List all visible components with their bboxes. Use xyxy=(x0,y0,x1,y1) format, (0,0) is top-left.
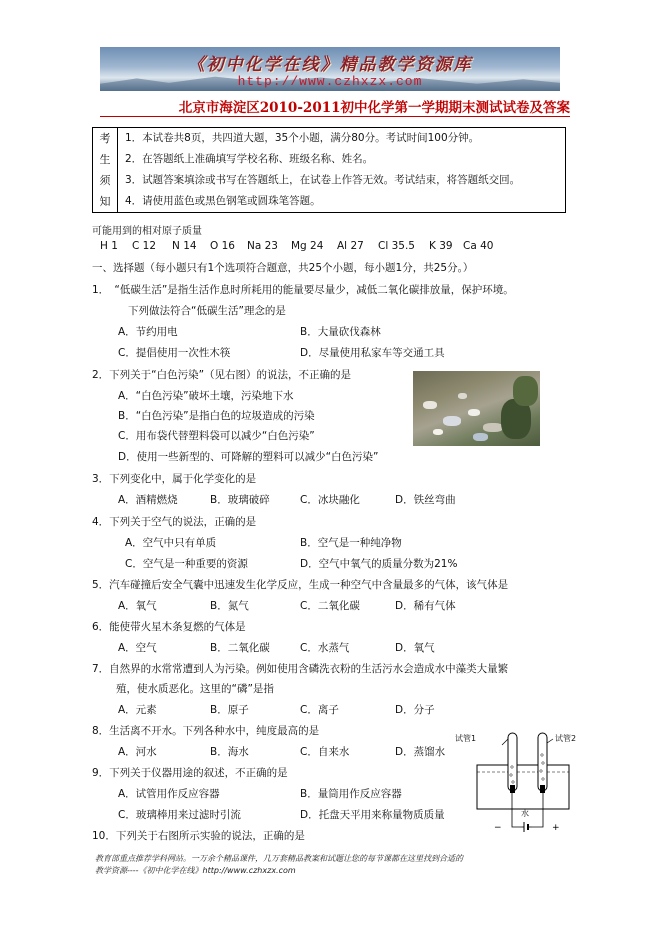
question-8-option-c[interactable]: C．自来水 xyxy=(300,746,350,758)
question-5-option-d[interactable]: D．稀有气体 xyxy=(395,600,456,612)
question-6-option-a[interactable]: A．空气 xyxy=(118,642,157,654)
atomic-mass: Al 27 xyxy=(337,240,364,252)
question-5-option-b[interactable]: B．氮气 xyxy=(210,600,249,612)
question-7-stem: 7．自然界的水常常遭到人为污染。例如使用含磷洗衣粉的生活污水会造成水中藻类大量繁 xyxy=(92,663,509,675)
notice-items xyxy=(125,128,561,212)
question-2-option-d[interactable]: D．使用一些新型的、可降解的塑料可以减少“白色污染” xyxy=(118,451,379,463)
electrolysis-apparatus-diagram xyxy=(452,727,577,847)
question-9-option-b[interactable]: B．量筒用作反应容器 xyxy=(300,788,402,800)
notice-item: 3．试题答案填涂或书写在答题纸上，在试卷上作答无效。考试结束，将答题纸交回。 xyxy=(125,174,521,186)
notice-label-char: 考 xyxy=(99,132,111,145)
question-8-option-d[interactable]: D．蒸馏水 xyxy=(395,746,446,758)
atomic-mass: N 14 xyxy=(172,240,197,252)
exam-notice-box xyxy=(92,127,566,213)
white-pollution-photo xyxy=(413,371,540,446)
question-10-stem: 10．下列关于右图所示实验的说法，正确的是 xyxy=(92,830,305,842)
apparatus-label-tube1: 试管1 xyxy=(455,734,477,743)
question-4-option-d[interactable]: D．空气中氧气的质量分数为21% xyxy=(300,558,458,570)
question-9-option-c[interactable]: C．玻璃棒用来过滤时引流 xyxy=(118,809,241,821)
svg-text:+: + xyxy=(552,823,560,833)
question-2-stem: 2．下列关于“白色污染”（见右图）的说法，不正确的是 xyxy=(92,369,352,381)
question-2-option-b[interactable]: B．“白色污染”是指白色的垃圾造成的污染 xyxy=(118,410,315,422)
question-6-stem: 6．能使带火星木条复燃的气体是 xyxy=(92,621,246,633)
section-heading: 一、选择题（每小题只有1个选项符合题意，共25个小题，每小题1分，共25分。） xyxy=(92,262,474,274)
footer-line-1: 教育部重点推荐学科网站。一万余个精品课件，几万套精品教案和试题让您的每节课都在这里找到合适的 xyxy=(95,854,463,863)
atomic-mass: H 1 xyxy=(100,240,118,252)
question-9-option-d[interactable]: D．托盘天平用来称量物质质量 xyxy=(300,809,445,821)
question-3-option-a[interactable]: A．酒精燃烧 xyxy=(118,494,178,506)
notice-label-char: 知 xyxy=(99,195,111,208)
question-5-option-c[interactable]: C．二氧化碳 xyxy=(300,600,360,612)
question-4-option-a[interactable]: A．空气中只有单质 xyxy=(125,537,217,549)
title-divider xyxy=(100,116,570,117)
atomic-mass: C 12 xyxy=(132,240,157,252)
notice-label-char: 生 xyxy=(99,153,111,166)
header-banner xyxy=(100,47,560,91)
footer-line-2: 教学资源----《初中化学在线》http://www.czhxzx.com xyxy=(95,866,296,875)
notice-label xyxy=(93,128,118,212)
question-2-option-a[interactable]: A．“白色污染”破坏土壤，污染地下水 xyxy=(118,390,294,402)
question-1-stem: 1． “低碳生活”是指生活作息时所耗用的能量要尽量少，减低二氧化碳排放量，保护环境。 xyxy=(92,284,514,296)
question-9-option-a[interactable]: A．试管用作反应容器 xyxy=(118,788,220,800)
question-7-option-c[interactable]: C．离子 xyxy=(300,704,339,716)
question-1-stem-cont: 下列做法符合“低碳生活”理念的是 xyxy=(128,305,286,317)
atomic-mass: O 16 xyxy=(210,240,235,252)
question-9-stem: 9．下列关于仪器用途的叙述，不正确的是 xyxy=(92,767,288,779)
question-1-option-b[interactable]: B．大量砍伐森林 xyxy=(300,326,381,338)
question-2-option-c[interactable]: C．用布袋代替塑料袋可以减少“白色污染” xyxy=(118,430,315,442)
atomic-mass: Cl 35.5 xyxy=(378,240,415,252)
banner-title: 《初中化学在线》精品教学资源库 xyxy=(187,55,473,75)
atomic-mass: Mg 24 xyxy=(291,240,324,252)
question-4-stem: 4．下列关于空气的说法，正确的是 xyxy=(92,516,257,528)
notice-item: 2．在答题纸上准确填写学校名称、班级名称、姓名。 xyxy=(125,153,374,165)
question-3-option-b[interactable]: B．玻璃破碎 xyxy=(210,494,270,506)
question-3-stem: 3．下列变化中，属于化学变化的是 xyxy=(92,473,257,485)
atomic-mass: Ca 40 xyxy=(463,240,494,252)
atomic-mass: Na 23 xyxy=(247,240,278,252)
question-3-option-d[interactable]: D．铁丝弯曲 xyxy=(395,494,456,506)
atomic-mass: K 39 xyxy=(429,240,453,252)
question-3-option-c[interactable]: C．冰块融化 xyxy=(300,494,360,506)
svg-text:−: − xyxy=(494,823,502,833)
question-6-option-d[interactable]: D．氧气 xyxy=(395,642,435,654)
question-6-option-c[interactable]: C．水蒸气 xyxy=(300,642,350,654)
question-8-stem: 8．生活离不开水。下列各种水中，纯度最高的是 xyxy=(92,725,320,737)
notice-item: 1．本试卷共8页，共四道大题，35个小题，满分80分。考试时间100分钟。 xyxy=(125,132,480,144)
document-title: 北京市海淀区2010-2011初中化学第一学期期末测试试卷及答案 xyxy=(178,100,570,116)
question-6-option-b[interactable]: B．二氧化碳 xyxy=(210,642,270,654)
question-7-option-b[interactable]: B．原子 xyxy=(210,704,249,716)
question-1-option-c[interactable]: C．提倡使用一次性木筷 xyxy=(118,347,231,359)
question-7-stem-cont: 殖，使水质恶化。这里的“磷”是指 xyxy=(116,683,274,695)
apparatus-label-water: 水 xyxy=(521,809,529,818)
question-7-option-a[interactable]: A．元素 xyxy=(118,704,157,716)
question-4-option-b[interactable]: B．空气是一种纯净物 xyxy=(300,537,402,549)
question-8-option-b[interactable]: B．海水 xyxy=(210,746,249,758)
question-8-option-a[interactable]: A．河水 xyxy=(118,746,157,758)
notice-label-char: 须 xyxy=(99,174,111,187)
question-1-option-a[interactable]: A．节约用电 xyxy=(118,326,178,338)
question-7-option-d[interactable]: D．分子 xyxy=(395,704,435,716)
question-4-option-c[interactable]: C．空气是一种重要的资源 xyxy=(125,558,248,570)
apparatus-label-tube2: 试管2 xyxy=(555,734,577,743)
notice-item: 4．请使用蓝色或黑色钢笔或圆珠笔答题。 xyxy=(125,195,321,207)
question-5-option-a[interactable]: A．氧气 xyxy=(118,600,157,612)
page-footer xyxy=(95,853,570,877)
banner-url[interactable]: http://www.czhxzx.com xyxy=(237,74,423,89)
question-5-stem: 5．汽车碰撞后安全气囊中迅速发生化学反应，生成一种空气中含量最多的气体，该气体是 xyxy=(92,579,509,591)
atomic-mass-heading: 可能用到的相对原子质量 xyxy=(92,226,202,237)
question-1-option-d[interactable]: D．尽量使用私家车等交通工具 xyxy=(300,347,445,359)
